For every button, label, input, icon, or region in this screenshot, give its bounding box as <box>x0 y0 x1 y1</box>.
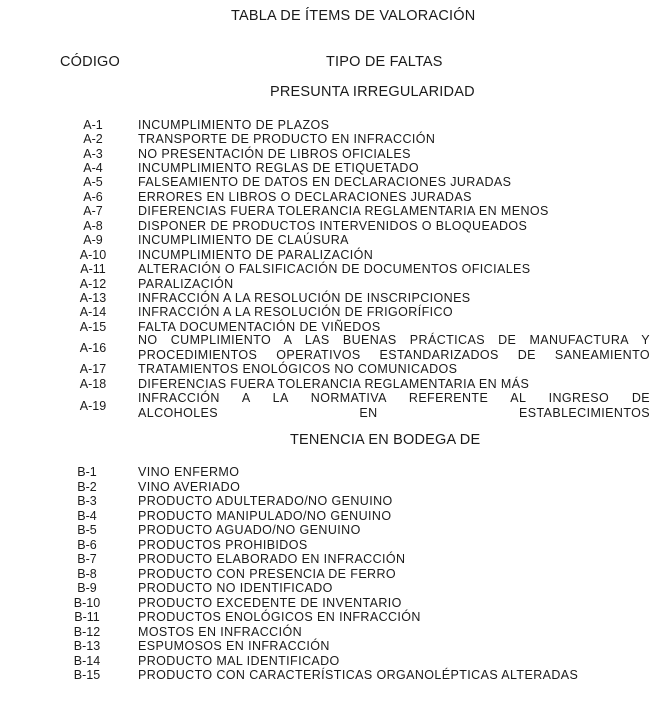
item-code: A-5 <box>83 175 103 189</box>
item-code: A-15 <box>79 320 107 334</box>
item-description: PRODUCTO ADULTERADO/NO GENUINO <box>138 494 393 508</box>
item-code: A-4 <box>83 161 103 175</box>
item-description <box>138 333 650 362</box>
item-description: FALSEAMIENTO DE DATOS EN DECLARACIONES JURADAS <box>138 175 512 189</box>
item-description: PRODUCTO NO IDENTIFICADO <box>138 581 333 595</box>
item-code: A-3 <box>83 147 103 161</box>
item-description: TRATAMIENTOS ENOLÓGICOS NO COMUNICADOS <box>138 362 458 376</box>
item-code: A-2 <box>83 132 103 146</box>
item-description-line-2: ALCOHOLES EN ESTABLECIMIENTOS <box>138 405 650 420</box>
item-code: A-10 <box>79 248 107 262</box>
item-code: B-2 <box>77 480 97 494</box>
item-description: NO PRESENTACIÓN DE LIBROS OFICIALES <box>138 147 411 161</box>
item-description: ESPUMOSOS EN INFRACCIÓN <box>138 639 330 653</box>
item-code: A-7 <box>83 204 103 218</box>
item-description: INFRACCIÓN A LA RESOLUCIÓN DE FRIGORÍFICO <box>138 305 454 319</box>
item-description: DISPONER DE PRODUCTOS INTERVENIDOS O BLOQUEADOS <box>138 219 528 233</box>
item-description: PRODUCTO CON PRESENCIA DE FERRO <box>138 567 397 581</box>
item-code: B-14 <box>73 654 101 668</box>
item-code: B-10 <box>73 596 101 610</box>
item-description: PRODUCTO MAL IDENTIFICADO <box>138 654 340 668</box>
item-code: B-15 <box>73 668 101 682</box>
item-description: MOSTOS EN INFRACCIÓN <box>138 625 303 639</box>
item-code: B-4 <box>77 509 97 523</box>
section-b-heading: TENENCIA EN BODEGA DE <box>290 432 481 448</box>
item-description-line-1: NO CUMPLIMIENTO A LAS BUENAS PRÁCTICAS DE MANUFACTURA Y <box>138 333 650 347</box>
item-description: PRODUCTO EXCEDENTE DE INVENTARIO <box>138 596 402 610</box>
item-description-line-2: PROCEDIMIENTOS OPERATIVOS ESTANDARIZADOS DE SANEAMIENTO <box>138 347 650 362</box>
item-description-line-1: INFRACCIÓN A LA NORMATIVA REFERENTE AL INGRESO DE <box>138 391 650 405</box>
item-description: PRODUCTO ELABORADO EN INFRACCIÓN <box>138 552 406 566</box>
item-code: A-14 <box>79 305 107 319</box>
item-description: INFRACCIÓN A LA RESOLUCIÓN DE INSCRIPCIONES <box>138 291 471 305</box>
item-code: A-17 <box>79 362 107 376</box>
item-code: A-19 <box>79 399 107 413</box>
item-description: INCUMPLIMIENTO DE CLAÚSURA <box>138 233 349 247</box>
item-code: B-13 <box>73 639 101 653</box>
item-code: B-12 <box>73 625 101 639</box>
item-description: PRODUCTO CON CARACTERÍSTICAS ORGANOLÉPTICAS ALTERADAS <box>138 668 579 682</box>
item-description: FALTA DOCUMENTACIÓN DE VIÑEDOS <box>138 320 381 334</box>
item-code: A-12 <box>79 277 107 291</box>
item-description: VINO ENFERMO <box>138 465 240 479</box>
column-header-code: CÓDIGO <box>60 54 121 70</box>
item-description: PRODUCTO MANIPULADO/NO GENUINO <box>138 509 392 523</box>
item-code: A-13 <box>79 291 107 305</box>
item-code: A-16 <box>79 341 107 355</box>
item-description <box>138 391 650 420</box>
item-description: ALTERACIÓN O FALSIFICACIÓN DE DOCUMENTOS OFICIALES <box>138 262 531 276</box>
item-code: A-9 <box>83 233 103 247</box>
section-a-heading: PRESUNTA IRREGULARIDAD <box>270 84 475 100</box>
item-code: B-5 <box>77 523 97 537</box>
item-code: A-6 <box>83 190 103 204</box>
item-code: B-7 <box>77 552 97 566</box>
item-code: B-9 <box>77 581 97 595</box>
item-description: INCUMPLIMIENTO REGLAS DE ETIQUETADO <box>138 161 419 175</box>
item-description: TRANSPORTE DE PRODUCTO EN INFRACCIÓN <box>138 132 436 146</box>
item-code: A-18 <box>79 377 107 391</box>
item-code: A-11 <box>80 262 106 276</box>
item-description: ERRORES EN LIBROS O DECLARACIONES JURADAS <box>138 190 472 204</box>
document-title: TABLA DE ÍTEMS DE VALORACIÓN <box>231 8 476 24</box>
item-code: A-8 <box>83 219 103 233</box>
item-description: INCUMPLIMIENTO DE PARALIZACIÓN <box>138 248 374 262</box>
column-header-type: TIPO DE FALTAS <box>326 54 443 70</box>
item-code: B-8 <box>77 567 97 581</box>
item-description: INCUMPLIMIENTO DE PLAZOS <box>138 118 330 132</box>
item-description: VINO AVERIADO <box>138 480 241 494</box>
item-description: DIFERENCIAS FUERA TOLERANCIA REGLAMENTARIA EN MÁS <box>138 377 530 391</box>
item-description: PRODUCTO AGUADO/NO GENUINO <box>138 523 361 537</box>
item-code: A-1 <box>83 118 103 132</box>
item-description: PRODUCTOS PROHIBIDOS <box>138 538 308 552</box>
item-code: B-6 <box>77 538 97 552</box>
item-description: PARALIZACIÓN <box>138 277 234 291</box>
item-code: B-11 <box>74 610 100 624</box>
item-code: B-3 <box>77 494 97 508</box>
item-code: B-1 <box>77 465 97 479</box>
item-description: DIFERENCIAS FUERA TOLERANCIA REGLAMENTARIA EN MENOS <box>138 204 549 218</box>
item-description: PRODUCTOS ENOLÓGICOS EN INFRACCIÓN <box>138 610 421 624</box>
